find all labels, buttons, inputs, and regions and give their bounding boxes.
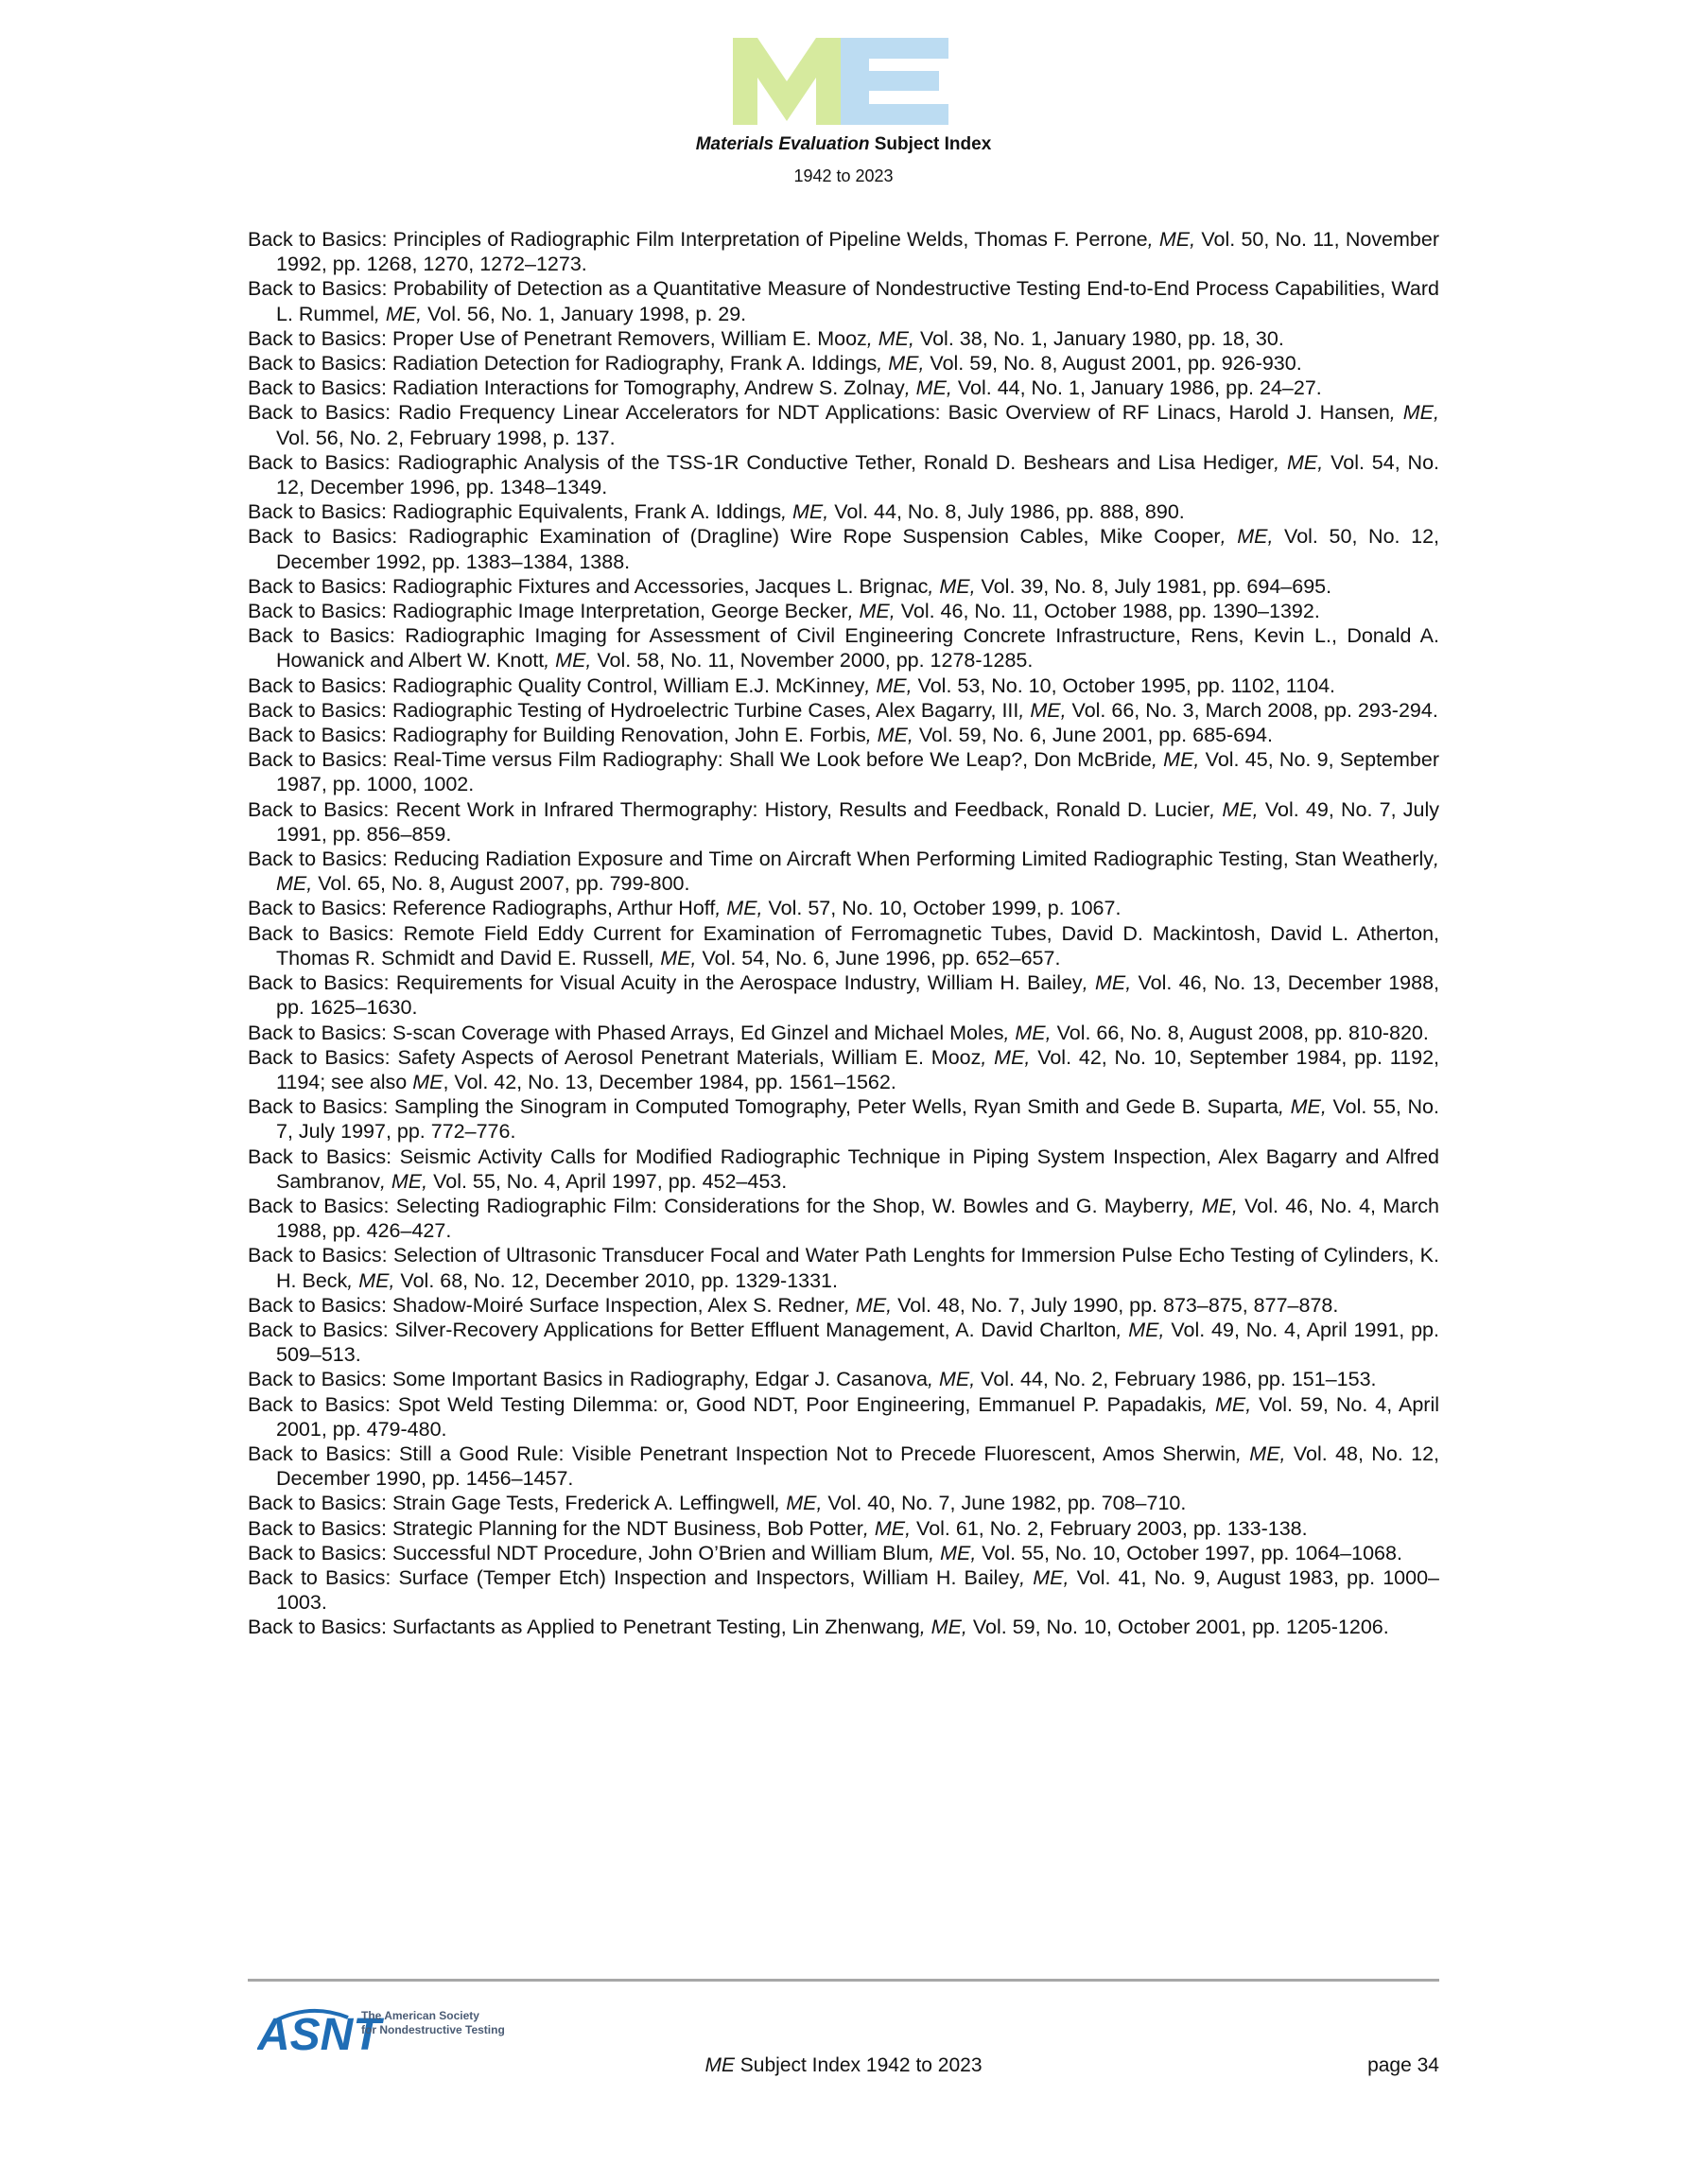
entry-text: Vol. 58, No. 11, November 2000, pp. 1278-1285. <box>591 649 1034 673</box>
index-entry <box>248 1615 1439 1639</box>
journal-abbrev: , ME, <box>866 326 914 350</box>
index-entry <box>248 797 1439 847</box>
entry-text: Back to Basics: Radiographic Examination of (Dragline) Wire Rope Suspension Cables, Mike Cooper <box>248 525 1221 549</box>
header-title-rest: Subject Index <box>869 134 992 154</box>
entry-text: Vol. 44, No. 2, February 1986, pp. 151–153. <box>975 1368 1377 1391</box>
entry-text: Vol. 44, No. 1, January 1986, pp. 24–27. <box>951 376 1322 400</box>
entry-text: Vol. 56, No. 1, January 1998, p. 29. <box>422 302 747 325</box>
entry-text: Back to Basics: Spot Weld Testing Dilemma: or, Good NDT, Poor Engineering, Emmanuel P. Papadakis <box>248 1392 1203 1416</box>
journal-abbrev: , ME, <box>1389 401 1439 425</box>
journal-abbrev: , ME, <box>928 1368 976 1391</box>
entry-text: Vol. 50, No. 12, December 1992, pp. 1383–1384, 1388. <box>276 525 1440 573</box>
entry-text: Vol. 65, No. 8, August 2007, pp. 799-800. <box>312 872 690 896</box>
index-entry <box>248 276 1439 325</box>
entry-text: Vol. 45, No. 9, September 1987, pp. 1000, 1002. <box>276 748 1439 796</box>
entry-text: Back to Basics: Surface (Temper Etch) Inspection and Inspectors, William H. Bailey <box>248 1565 1020 1589</box>
index-entry <box>248 847 1439 896</box>
journal-abbrev: , ME, <box>1189 1194 1238 1217</box>
index-entry <box>248 1094 1439 1144</box>
journal-abbrev: , ME, <box>1220 525 1274 549</box>
journal-abbrev: , ME, <box>844 1293 893 1317</box>
footer-title-rest: Subject Index 1942 to 2023 <box>734 2054 983 2076</box>
journal-abbrev: , ME, <box>1019 1565 1070 1589</box>
journal-abbrev: , ME, <box>862 1516 912 1540</box>
index-entry <box>248 326 1439 351</box>
entry-text: Back to Basics: Surfactants as Applied to Penetrant Testing, Lin Zhenwang <box>248 1616 920 1639</box>
asnt-name-line1: The American Society <box>361 2009 479 2022</box>
journal-abbrev: , ME, <box>1116 1318 1165 1341</box>
journal-abbrev: , ME, <box>904 376 952 400</box>
entry-text: Vol. 56, No. 2, February 1998, p. 137. <box>276 426 616 449</box>
entry-text: Vol. 41, No. 9, August 1983, pp. 1000–1003. <box>276 1565 1439 1615</box>
entry-text: Vol. 39, No. 8, July 1981, pp. 694–695. <box>975 574 1332 598</box>
entry-text: Back to Basics: Radiographic Equivalents, Frank A. Iddings <box>248 500 782 524</box>
entry-text: Back to Basics: Shadow-Moiré Surface Inspection, Alex S. Redner <box>248 1293 844 1317</box>
asnt-name <box>361 2009 505 2037</box>
index-entry <box>248 1367 1439 1391</box>
index-entry <box>248 1293 1439 1318</box>
journal-abbrev: , ME, <box>1274 450 1324 474</box>
index-entry <box>248 1045 1439 1094</box>
entry-text: Vol. 48, No. 7, July 1990, pp. 873–875, 877–878. <box>892 1293 1339 1317</box>
entry-text: Back to Basics: Radio Frequency Linear Accelerators for NDT Applications: Basic Overview of RF Linacs, Harold J. Hansen <box>248 401 1390 425</box>
index-entry <box>248 1194 1439 1243</box>
entry-text: Back to Basics: Radiographic Image Interpretation, George Becker <box>248 600 848 623</box>
entry-text: Vol. 46, No. 11, October 1988, pp. 1390–1392. <box>895 600 1320 623</box>
entry-text: Back to Basics: Proper Use of Penetrant Removers, William E. Mooz <box>248 326 867 350</box>
asnt-name-line2: for Nondestructive Testing <box>361 2023 505 2036</box>
entry-text: Back to Basics: Radiographic Quality Control, William E.J. McKinney <box>248 673 865 697</box>
entry-text: Back to Basics: Some Important Basics in Radiography, Edgar J. Casanova <box>248 1368 929 1391</box>
journal-abbrev: , ME, <box>774 1492 823 1515</box>
journal-abbrev: , ME, <box>715 897 763 920</box>
journal-abbrev: , ME, <box>928 574 976 598</box>
entry-text: Back to Basics: Recent Work in Infrared Thermography: History, Results and Feedback, Ronald D. Lucier <box>248 797 1210 821</box>
header-title <box>0 134 1687 155</box>
logo-e-middle <box>841 71 939 91</box>
entry-text: Back to Basics: S-scan Coverage with Phased Arrays, Ed Ginzel and Michael Moles <box>248 1021 1004 1044</box>
journal-abbrev: , ME, <box>981 1045 1031 1069</box>
entry-text: Vol. 49, No. 7, July 1991, pp. 856–859. <box>276 797 1439 846</box>
entry-text: Vol. 46, No. 13, December 1988, pp. 1625–1630. <box>276 971 1440 1020</box>
entry-text: Back to Basics: Selecting Radiographic Film: Considerations for the Shop, W. Bowles and G. Mayberry <box>248 1194 1190 1217</box>
logo-e-bottom <box>841 104 948 125</box>
index-entry <box>248 599 1439 623</box>
entry-text: Back to Basics: Sampling the Sinogram in Computed Tomography, Peter Wells, Ryan Smith and Gede B. Suparta <box>248 1095 1278 1119</box>
entry-text: Back to Basics: Real-Time versus Film Radiography: Shall We Look before We Leap?, Don McBride <box>248 748 1152 772</box>
entry-text: Vol. 53, No. 10, October 1995, pp. 1102, 1104. <box>912 673 1336 697</box>
entry-text: Vol. 49, No. 4, April 1991, pp. 509–513. <box>276 1318 1439 1367</box>
journal-abbrev: , ME, <box>1151 748 1200 772</box>
index-entry <box>248 673 1439 698</box>
index-entry <box>248 623 1439 673</box>
index-entry <box>248 450 1439 499</box>
footer-title-italic: ME <box>704 2054 735 2076</box>
entry-text: Vol. 68, No. 12, December 2010, pp. 1329-1331. <box>394 1268 838 1292</box>
entry-list <box>248 227 1439 1640</box>
entry-text: Vol. 54, No. 6, June 1996, pp. 652–657. <box>696 946 1061 970</box>
entry-text: Vol. 59, No. 4, April 2001, pp. 479-480. <box>276 1392 1439 1441</box>
journal-abbrev: , ME, <box>1235 1441 1286 1465</box>
footer-rule <box>248 1979 1439 1982</box>
index-entry <box>248 1318 1439 1367</box>
entry-text: Back to Basics: Selection of Ultrasonic Transducer Focal and Water Path Lenghts for Immersion Pulse Echo Testing of Cylinders, K. H. Beck <box>248 1244 1439 1292</box>
header-subtitle: 1942 to 2023 <box>793 166 894 185</box>
entry-text: Vol. 54, No. 12, December 1996, pp. 1348–1349. <box>276 450 1440 499</box>
journal-abbrev: , ME, <box>781 500 829 524</box>
journal-abbrev: , ME, <box>379 1169 428 1193</box>
journal-abbrev: , ME, <box>1018 698 1067 722</box>
entry-text: Vol. 55, No. 4, April 1997, pp. 452–453. <box>427 1169 788 1193</box>
journal-abbrev: , ME, <box>847 600 896 623</box>
asnt-logo-mark: ASNT <box>257 2010 381 2060</box>
index-entry <box>248 1541 1439 1565</box>
index-entry <box>248 723 1439 747</box>
journal-abbrev: , ME, <box>1278 1095 1327 1119</box>
journal-abbrev: , ME, <box>864 673 913 697</box>
me-logo <box>733 38 948 125</box>
entry-text: Back to Basics: Reducing Radiation Exposure and Time on Aircraft When Performing Limited Radiographic Testing, Stan Weatherly <box>248 847 1435 871</box>
entry-text: Back to Basics: Radiographic Analysis of the TSS-1R Conductive Tether, Ronald D. Beshears and Lisa Hediger <box>248 450 1275 474</box>
journal-abbrev: , ME, <box>865 724 913 747</box>
journal-abbrev: , ME, <box>1003 1021 1052 1044</box>
journal-abbrev: , ME, <box>347 1268 395 1292</box>
index-entry <box>248 400 1439 449</box>
entry-text: Vol. 59, No. 6, June 2001, pp. 685-694. <box>913 724 1273 747</box>
index-entry <box>248 1516 1439 1541</box>
index-entry <box>248 1243 1439 1292</box>
index-entry <box>248 574 1439 599</box>
index-entry <box>248 1021 1439 1045</box>
entry-text: Vol. 66, No. 3, March 2008, pp. 293-294. <box>1066 698 1438 722</box>
entry-text: Vol. 66, No. 8, August 2008, pp. 810-820. <box>1051 1021 1429 1044</box>
entry-text: Back to Basics: Principles of Radiographic Film Interpretation of Pipeline Welds, Thomas F. Perrone <box>248 228 1148 251</box>
entry-text: Vol. 55, No. 10, October 1997, pp. 1064–1068. <box>976 1541 1402 1564</box>
journal-abbrev: , ME, <box>1202 1392 1252 1416</box>
index-entry <box>248 499 1439 524</box>
index-entry <box>248 1441 1439 1491</box>
entry-text: Back to Basics: Silver-Recovery Applications for Better Effluent Management, A. David Charlton <box>248 1318 1117 1341</box>
index-entry <box>248 747 1439 796</box>
entry-text: Vol. 38, No. 1, January 1980, pp. 18, 30. <box>913 326 1284 350</box>
journal-abbrev: , ME, <box>1082 971 1132 995</box>
entry-text: Back to Basics: Remote Field Eddy Current for Examination of Ferromagnetic Tubes, David D. Mackintosh, David L. Atherton, Thomas R. Schmidt and David E. Russell <box>248 921 1439 970</box>
index-entry <box>248 1144 1439 1194</box>
journal-abbrev: , ME, <box>877 352 925 376</box>
entry-text: Vol. 42, No. 10, September 1984, pp. 1192, 1194; see also <box>276 1045 1440 1093</box>
index-entry <box>248 524 1439 573</box>
journal-abbrev: , ME, <box>1147 228 1196 251</box>
entry-text: Back to Basics: Radiation Interactions for Tomography, Andrew S. Zolnay <box>248 376 905 400</box>
index-entry <box>248 1491 1439 1515</box>
entry-text: Vol. 55, No. 7, July 1997, pp. 772–776. <box>276 1095 1439 1144</box>
entry-text: Back to Basics: Seismic Activity Calls for Modified Radiographic Technique in Piping System Inspection, Alex Bagarry and Alfred Sambranov <box>248 1144 1439 1193</box>
entry-text: Vol. 50, No. 11, November 1992, pp. 1268, 1270, 1272–1273. <box>276 228 1440 276</box>
journal-abbrev: , ME, <box>649 946 697 970</box>
entry-text: Back to Basics: Strain Gage Tests, Frederick A. Leffingwell <box>248 1492 775 1515</box>
entry-text: Vol. 44, No. 8, July 1986, pp. 888, 890. <box>828 500 1185 524</box>
index-entry <box>248 1565 1439 1615</box>
entry-text: , Vol. 42, No. 13, December 1984, pp. 1561–1562. <box>443 1070 896 1093</box>
index-entry <box>248 227 1439 276</box>
entry-text: Back to Basics: Radiation Detection for Radiography, Frank A. Iddings <box>248 352 878 376</box>
entry-text: Back to Basics: Radiographic Imaging for Assessment of Civil Engineering Concrete Infrastructure, Rens, Kevin L., Donald A. Howanick and Albert W. Knott <box>248 624 1439 673</box>
journal-abbrev: , ME, <box>374 302 423 325</box>
logo-m-shape <box>733 38 841 125</box>
index-entry <box>248 921 1439 970</box>
entry-text: Back to Basics: Reference Radiographs, Arthur Hoff <box>248 897 716 920</box>
entry-text: Back to Basics: Radiographic Fixtures and Accessories, Jacques L. Brignac <box>248 574 929 598</box>
entry-text: Back to Basics: Safety Aspects of Aerosol Penetrant Materials, William E. Mooz <box>248 1045 982 1069</box>
entry-text: Back to Basics: Successful NDT Procedure, John O’Brien and William Blum <box>248 1541 930 1564</box>
page-number: page 34 <box>1367 2054 1439 2076</box>
header-title-italic: Materials Evaluation <box>695 134 870 154</box>
entry-text: Vol. 59, No. 8, August 2001, pp. 926-930. <box>924 352 1302 376</box>
index-entry <box>248 970 1439 1020</box>
entry-text: Back to Basics: Radiographic Testing of Hydroelectric Turbine Cases, Alex Bagarry, III <box>248 698 1019 722</box>
journal-abbrev: , ME, <box>1209 797 1259 821</box>
entry-text: Back to Basics: Requirements for Visual Acuity in the Aerospace Industry, William H. Bailey <box>248 971 1083 995</box>
journal-abbrev: , ME, <box>276 847 1439 896</box>
entry-text: Vol. 57, No. 10, October 1999, p. 1067. <box>762 897 1122 920</box>
entry-text: Back to Basics: Strategic Planning for the NDT Business, Bob Potter <box>248 1516 863 1540</box>
journal-abbrev: , ME, <box>544 649 592 673</box>
journal-abbrev: , ME, <box>929 1541 977 1564</box>
journal-abbrev: ME <box>412 1070 443 1093</box>
entry-text: Vol. 40, No. 7, June 1982, pp. 708–710. <box>822 1492 1187 1515</box>
entry-text: Back to Basics: Still a Good Rule: Visible Penetrant Inspection Not to Precede Fluorescent, Amos Sherwin <box>248 1441 1236 1465</box>
entry-text: Back to Basics: Probability of Detection as a Quantitative Measure of Nondestructive Testing End-to-End Process Capabilities, Ward L. Rummel <box>248 277 1439 325</box>
entry-text: Vol. 48, No. 12, December 1990, pp. 1456–1457. <box>276 1441 1440 1491</box>
index-entry <box>248 1392 1439 1441</box>
entry-text: Vol. 46, No. 4, March 1988, pp. 426–427. <box>276 1194 1439 1243</box>
entry-text: Back to Basics: Radiography for Building Renovation, John E. Forbis <box>248 724 866 747</box>
entry-text: Vol. 61, No. 2, February 2003, pp. 133-138. <box>911 1516 1308 1540</box>
index-entry <box>248 351 1439 376</box>
index-entry <box>248 376 1439 400</box>
index-entry <box>248 698 1439 723</box>
index-entry <box>248 896 1439 920</box>
entry-text: Vol. 59, No. 10, October 2001, pp. 1205-1206. <box>966 1616 1389 1639</box>
journal-abbrev: , ME, <box>919 1616 967 1639</box>
